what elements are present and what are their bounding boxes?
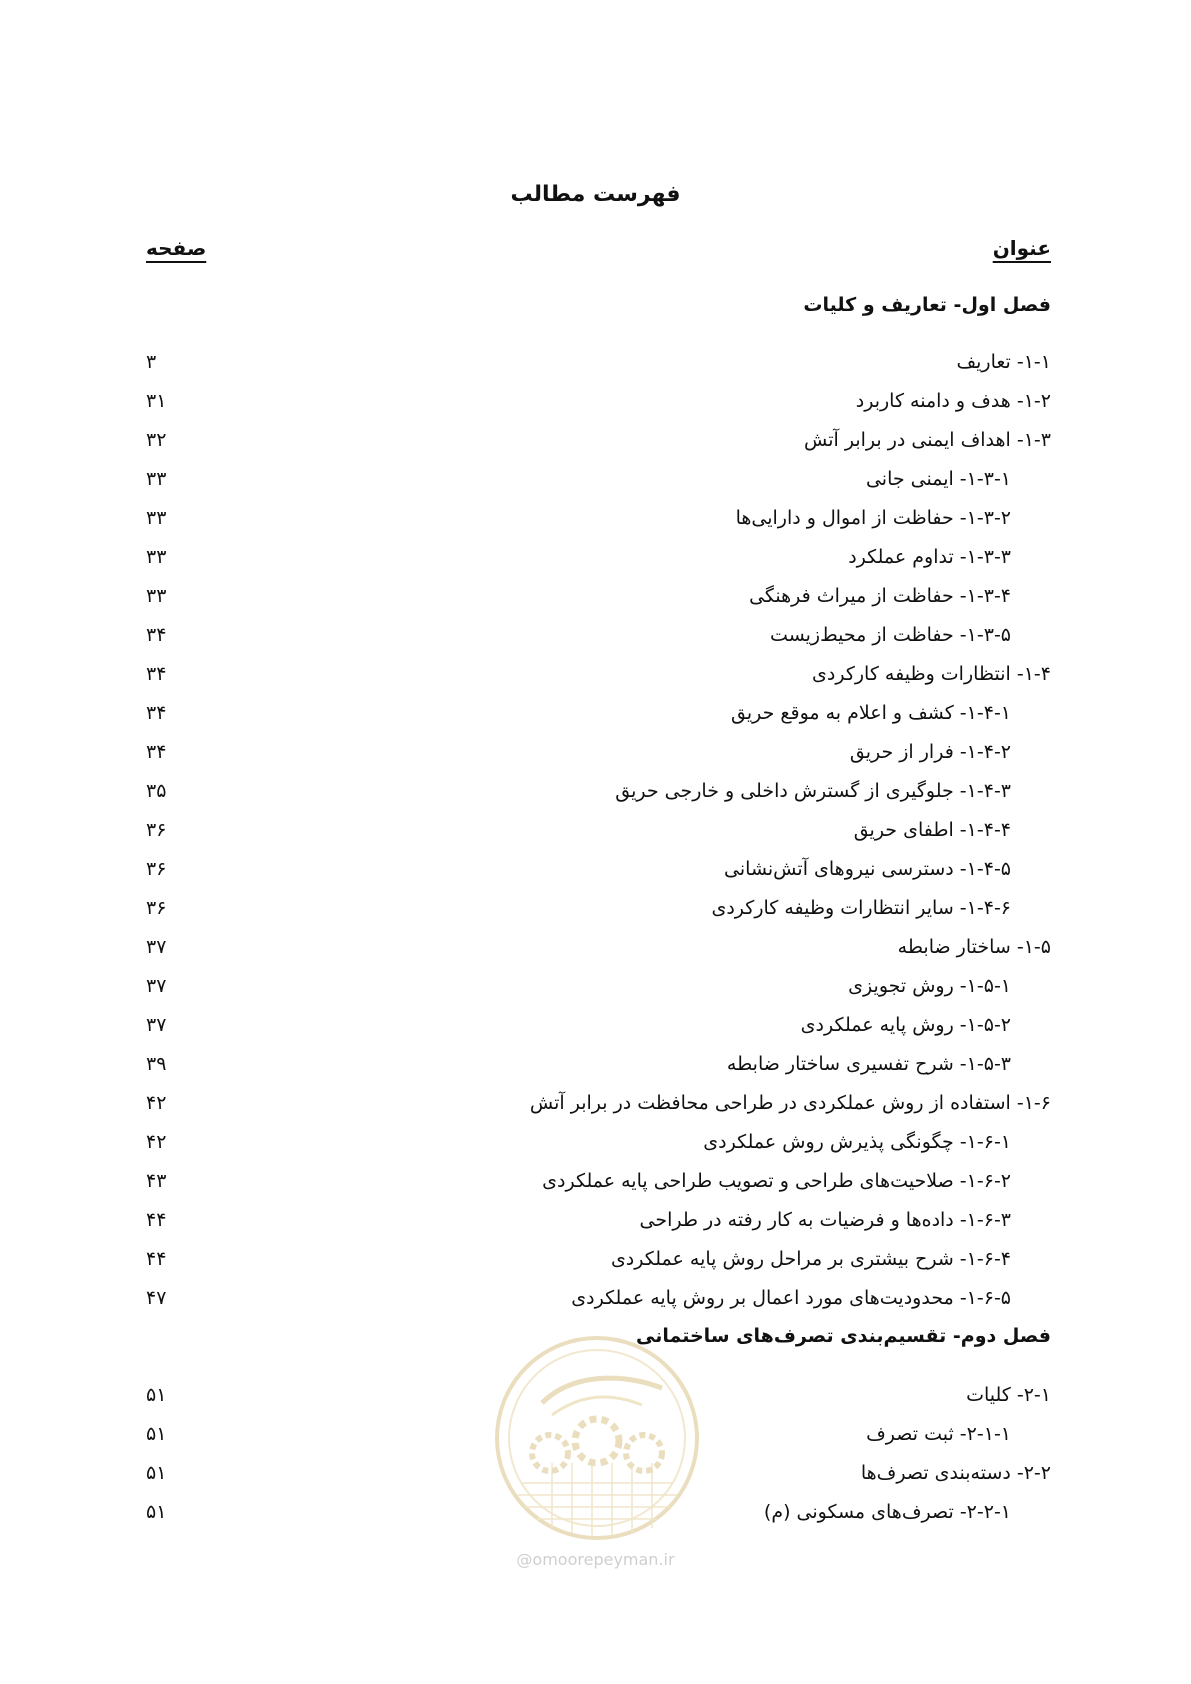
toc-entry-page: ۳۷ — [146, 1014, 167, 1036]
toc-entry — [140, 1049, 1051, 1088]
toc-entry-label: ۲-۱-۱- ثبت تصرف — [866, 1423, 1011, 1445]
watermark-logo-icon — [492, 1333, 702, 1543]
toc-entry-page: ۳۴ — [146, 624, 167, 646]
toc-entry-page: ۳۷ — [146, 975, 167, 997]
toc-entry-label: ۱-۱- تعاریف — [956, 351, 1051, 373]
toc-entry-page: ۳۵ — [146, 780, 167, 802]
toc-entry — [140, 1205, 1051, 1244]
toc-entry-label: ۲-۲-۱- تصرف‌های مسکونی (م) — [763, 1501, 1011, 1523]
toc-entry — [140, 854, 1051, 893]
toc-entry-label: ۱-۵-۲- روش پایه عملکردی — [800, 1014, 1011, 1036]
toc-entry — [140, 1088, 1051, 1127]
toc-entry-page: ۳۱ — [146, 390, 167, 412]
toc-entry-label: ۱-۳-۴- حفاظت از میراث فرهنگی — [749, 585, 1011, 607]
toc-entry-label: ۱-۴- انتظارات وظیفه کارکردی — [812, 663, 1051, 685]
toc-entry — [140, 1010, 1051, 1049]
column-header-title: عنوان — [992, 236, 1051, 260]
toc-entry-page: ۴۴ — [146, 1209, 167, 1231]
toc-entry-page: ۳۶ — [146, 858, 167, 880]
toc-entry-label: ۱-۵- ساختار ضابطه — [897, 936, 1051, 958]
toc-entry — [140, 1244, 1051, 1283]
toc-entry-page: ۳۳ — [146, 546, 167, 568]
toc-entry-page: ۳۴ — [146, 741, 167, 763]
toc-entry-label: ۱-۴-۱- کشف و اعلام به موقع حریق — [730, 702, 1011, 724]
toc-entry-page: ۳۴ — [146, 663, 167, 685]
toc-entry — [140, 1127, 1051, 1166]
toc-entry — [140, 776, 1051, 815]
toc-entry — [140, 971, 1051, 1010]
toc-entry — [140, 698, 1051, 737]
toc-entry — [140, 1166, 1051, 1205]
toc-entry-page: ۴۳ — [146, 1170, 167, 1192]
toc-entry-label: ۱-۴-۲- فرار از حریق — [849, 741, 1011, 763]
toc-entry-label: ۱-۲- هدف و دامنه کاربرد — [855, 390, 1051, 412]
toc-entry-label: ۱-۶- استفاده از روش عملکردی در طراحی محافظت در برابر آتش — [529, 1092, 1051, 1114]
toc-entry-label: ۱-۵-۱- روش تجویزی — [848, 975, 1011, 997]
toc-entry — [140, 815, 1051, 854]
toc-entry-page: ۳۳ — [146, 585, 167, 607]
toc-entry-page: ۳۷ — [146, 936, 167, 958]
toc-entry-page: ۳۳ — [146, 468, 167, 490]
page-title: فهرست مطالب — [510, 182, 681, 207]
toc-entry-page: ۴۷ — [146, 1287, 167, 1309]
toc-entry-page: ۳۲ — [146, 429, 167, 451]
toc-entry-label: ۱-۳-۵- حفاظت از محیط‌زیست — [770, 624, 1011, 646]
toc-entry-label: ۱-۳-۱- ایمنی جانی — [865, 468, 1011, 490]
chapter-heading-2: فصل دوم- تقسیم‌بندی تصرف‌های ساختمانی — [636, 1325, 1051, 1347]
toc-entry-page: ۴۲ — [146, 1131, 167, 1153]
column-header-page: صفحه — [146, 236, 207, 260]
toc-entry-page: ۳۴ — [146, 702, 167, 724]
toc-entry-page: ۴۴ — [146, 1248, 167, 1270]
toc-entry-label: ۱-۴-۵- دسترسی نیروهای آتش‌نشانی — [724, 858, 1011, 880]
toc-entry-label: ۱-۶-۵- محدودیت‌های مورد اعمال بر روش پایه عملکردی — [571, 1287, 1011, 1309]
toc-entry — [140, 659, 1051, 698]
toc-entry-label: ۱-۶-۱- چگونگی پذیرش روش عملکردی — [703, 1131, 1011, 1153]
toc-entry — [140, 386, 1051, 425]
toc-entry — [140, 581, 1051, 620]
toc-entry-label: ۱-۶-۴- شرح بیشتری بر مراحل روش پایه عملکردی — [610, 1248, 1011, 1270]
toc-entry-page: ۵۱ — [146, 1501, 167, 1523]
toc-entry-page: ۳۶ — [146, 897, 167, 919]
toc-entry-label: ۱-۴-۴- اطفای حریق — [853, 819, 1011, 841]
toc-entry-label: ۱-۳- اهداف ایمنی در برابر آتش — [804, 429, 1051, 451]
toc-entry-page: ۵۱ — [146, 1384, 167, 1406]
toc-entry-label: ۱-۴-۳- جلوگیری از گسترش داخلی و خارجی حریق — [615, 780, 1011, 802]
chapter-heading-1: فصل اول- تعاریف و کلیات — [803, 294, 1051, 316]
toc-entry-label: ۱-۶-۳- داده‌ها و فرضیات به کار رفته در طراحی — [639, 1209, 1011, 1231]
toc-entry-label: ۱-۳-۳- تداوم عملکرد — [848, 546, 1011, 568]
toc-entry — [140, 893, 1051, 932]
toc-entry-page: ۳۶ — [146, 819, 167, 841]
toc-entry-page: ۵۱ — [146, 1462, 167, 1484]
toc-entry-label: ۲-۱- کلیات — [966, 1384, 1051, 1406]
toc-entry — [140, 1283, 1051, 1322]
watermark-url: @omoorepeyman.ir — [516, 1550, 675, 1569]
toc-entry-label: ۱-۶-۲- صلاحیت‌های طراحی و تصویب طراحی پایه عملکردی — [542, 1170, 1011, 1192]
toc-entry-label: ۲-۲- دسته‌بندی تصرف‌ها — [860, 1462, 1051, 1484]
toc-entry-page: ۳۹ — [146, 1053, 167, 1075]
toc-entry — [140, 620, 1051, 659]
toc-entry-page: ۴۲ — [146, 1092, 167, 1114]
toc-entry — [140, 737, 1051, 776]
toc-entry-label: ۱-۴-۶- سایر انتظارات وظیفه کارکردی — [711, 897, 1011, 919]
toc-entry-page: ۳ — [146, 351, 157, 373]
toc-entry — [140, 425, 1051, 464]
toc-entry-page: ۳۳ — [146, 507, 167, 529]
toc-entry — [140, 542, 1051, 581]
toc-entry-label: ۱-۵-۳- شرح تفسیری ساختار ضابطه — [726, 1053, 1011, 1075]
toc-entry — [140, 347, 1051, 386]
toc-entry — [140, 932, 1051, 971]
toc-entry — [140, 503, 1051, 542]
toc-entry — [140, 464, 1051, 503]
toc-entry-page: ۵۱ — [146, 1423, 167, 1445]
toc-entry-label: ۱-۳-۲- حفاظت از اموال و دارایی‌ها — [735, 507, 1011, 529]
